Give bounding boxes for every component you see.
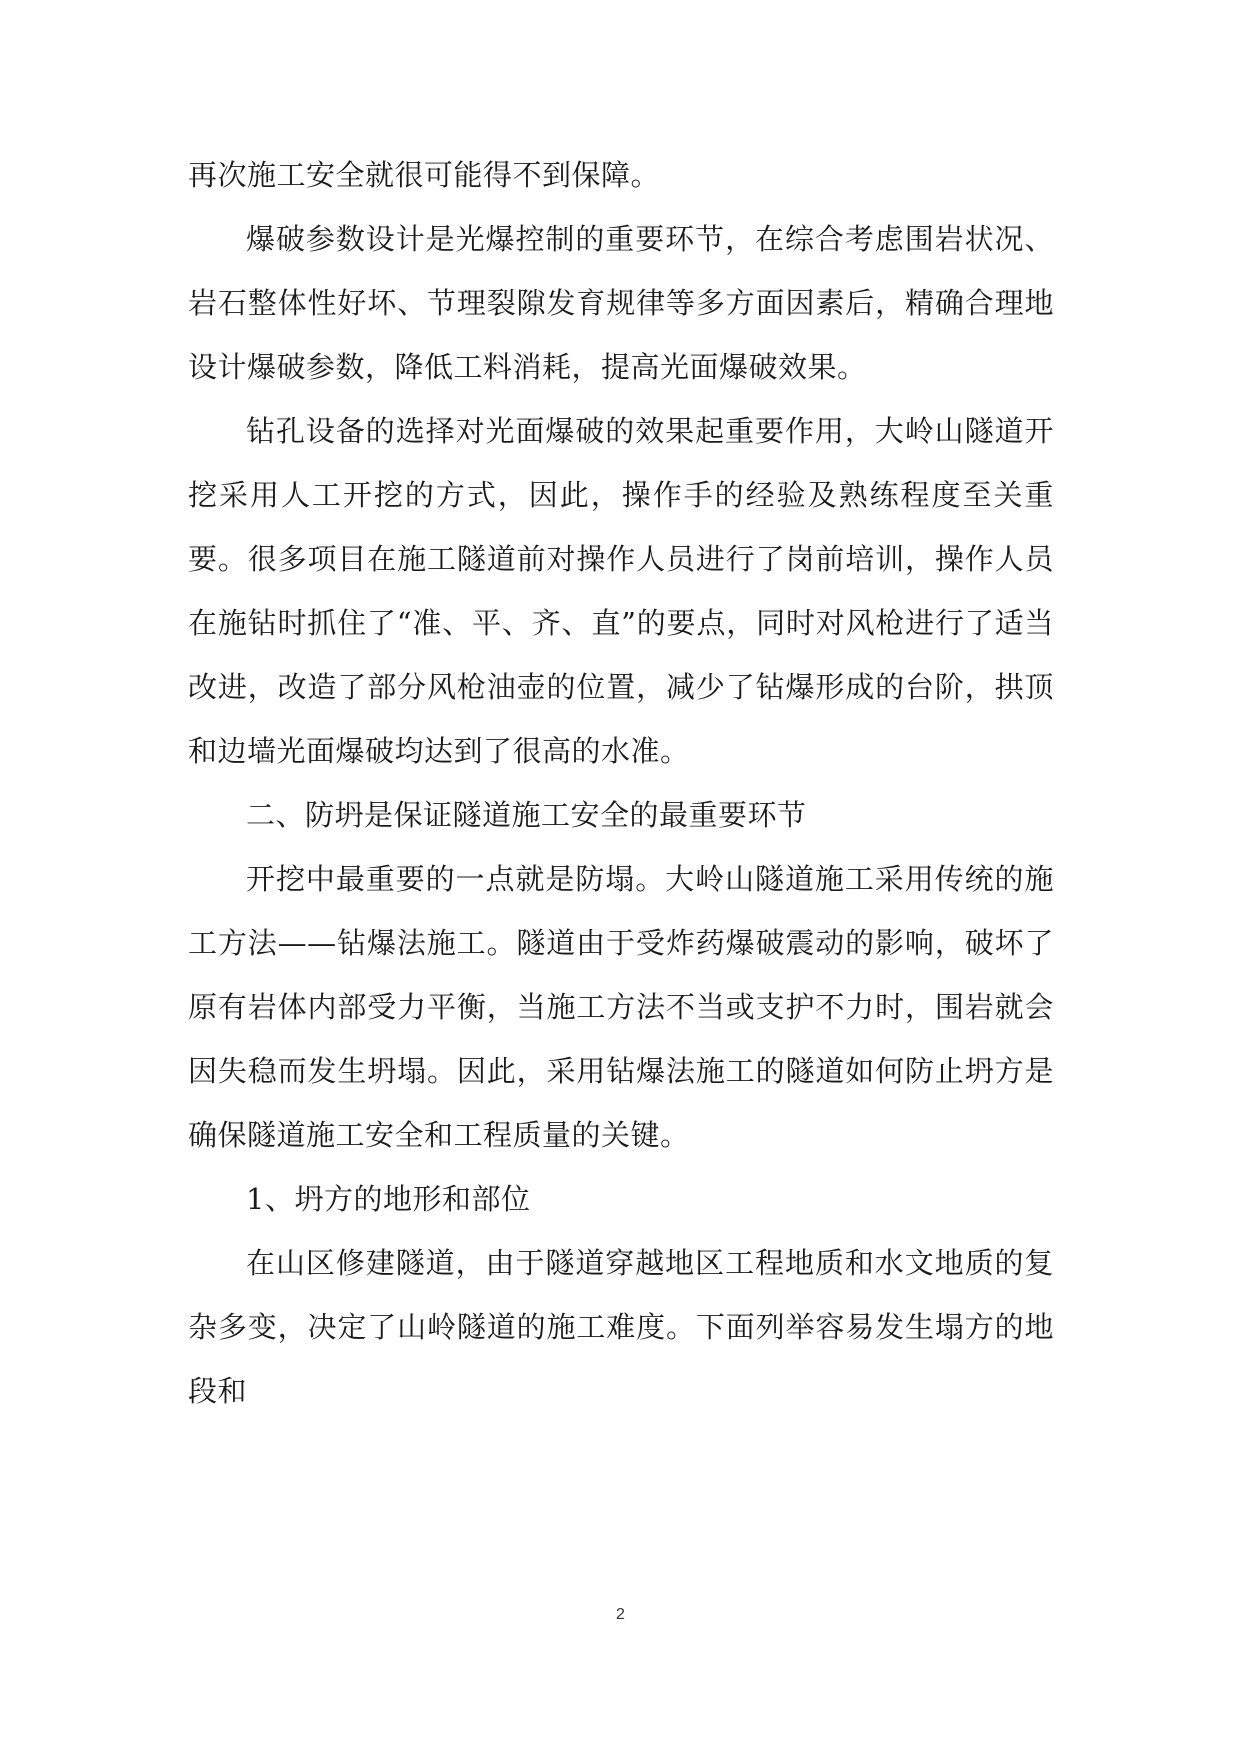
paragraph-continuation: 再次施工安全就很可能得不到保障。 <box>188 158 661 192</box>
paragraph-collapse-prevention: 开挖中最重要的一点就是防塌。大岭山隧道施工采用传统的施工方法——钻爆法施工。隧道由于受炸药爆破震动的影响，破坏了原有岩体内部受力平衡，当施工方法不当或支护不力时，围岩就会因失稳而发生坍塌。因此，采用钻爆法施工的隧道如何防止坍方是确保隧道施工安全和工程质量的关键。 <box>188 862 1054 1152</box>
paragraph-blasting-parameters: 爆破参数设计是光爆控制的重要环节，在综合考虑围岩状况、岩石整体性好坏、节理裂隙发育规律等多方面因素后，精确合理地设计爆破参数，降低工料消耗，提高光面爆破效果。 <box>188 222 1054 384</box>
body-text <box>188 143 1054 1423</box>
section-heading-collapse-prevention: 二、防坍是保证隧道施工安全的最重要环节 <box>246 798 807 832</box>
paragraph-mountain-tunnels: 在山区修建隧道，由于隧道穿越地区工程地质和水文地质的复杂多变，决定了山岭隧道的施工难度。下面列举容易发生塌方的地段和 <box>188 1246 1054 1408</box>
paragraph-drilling-equipment: 钻孔设备的选择对光面爆破的效果起重要作用，大岭山隧道开挖采用人工开挖的方式，因此，操作手的经验及熟练程度至关重要。很多项目在施工隧道前对操作人员进行了岗前培训，操作人员在施钻时抓住了“准、平、齐、直”的要点，同时对风枪进行了适当改进，改造了部分风枪油壶的位置，减少了钻爆形成的台阶，拱顶和边墙光面爆破均达到了很高的水准。 <box>188 414 1054 768</box>
page-number: 2 <box>616 1606 625 1623</box>
subsection-heading-collapse-terrain: 1、坍方的地形和部位 <box>246 1182 531 1216</box>
